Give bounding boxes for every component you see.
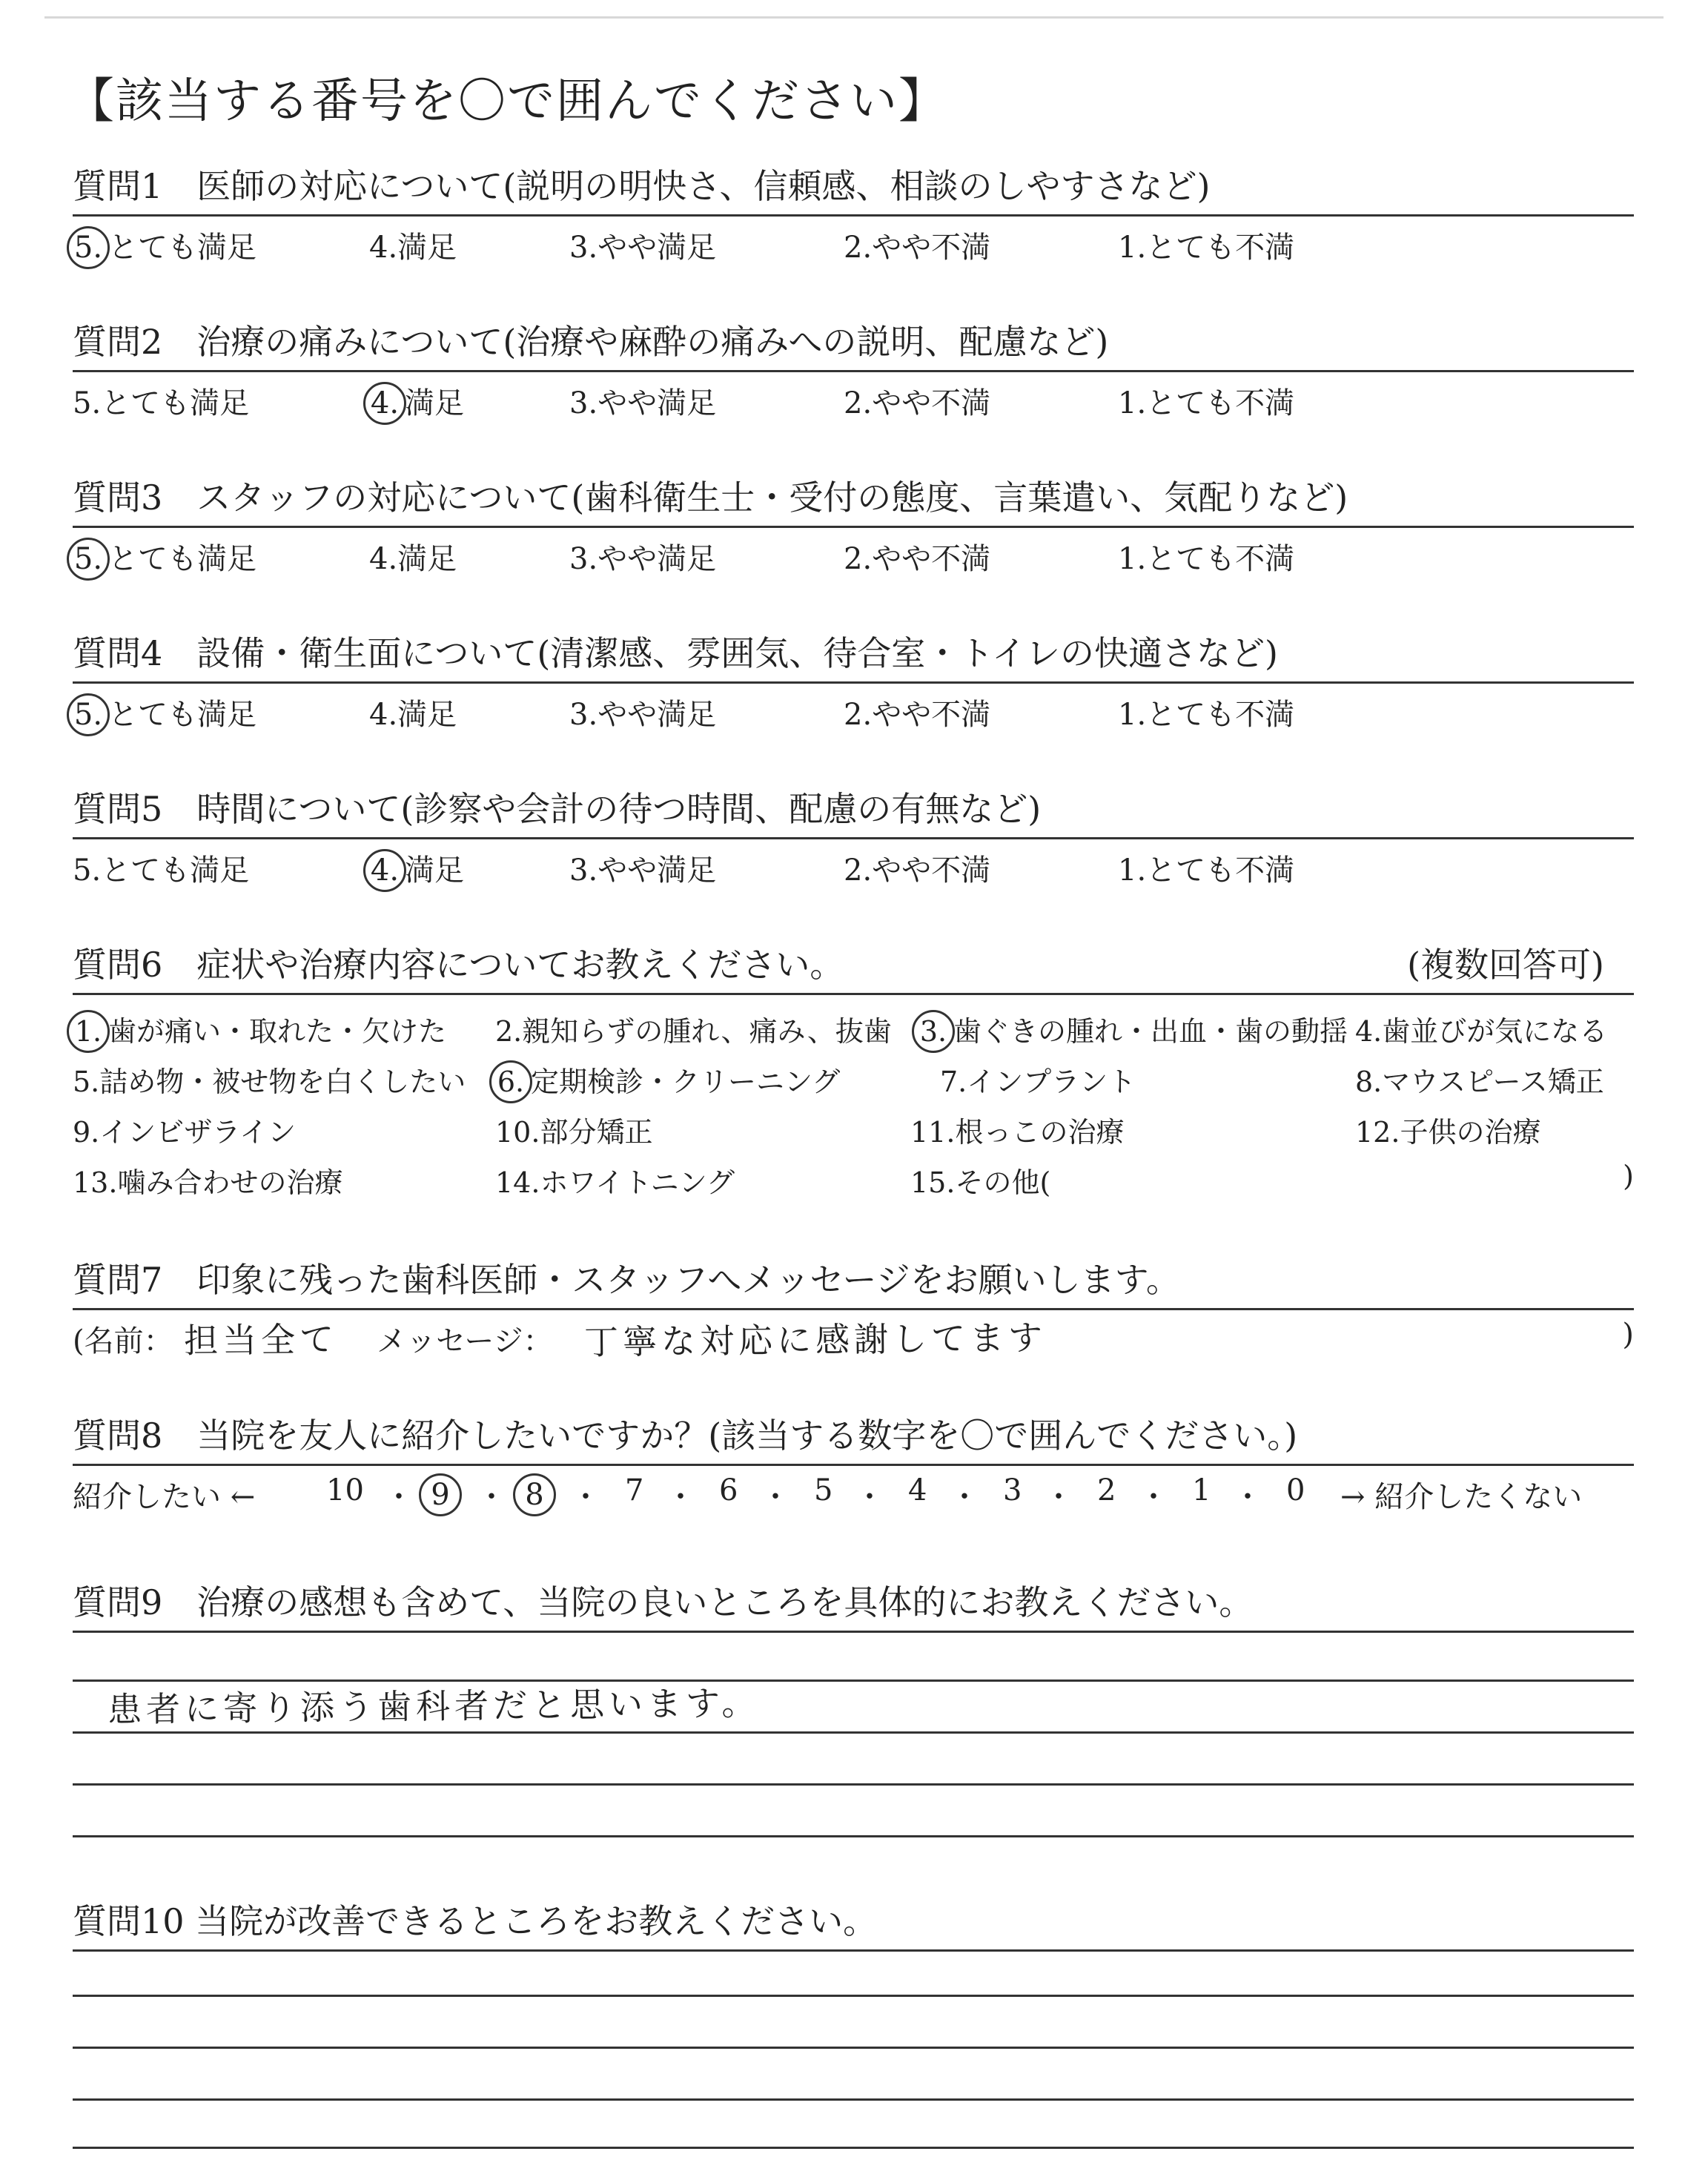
q4-option-2[interactable]: 2.やや不満 — [844, 698, 991, 732]
question-8-title: 質問8 当院を友人に紹介したいですか？(該当する数字を〇で囲んでください。) — [73, 1409, 1634, 1466]
question-4-options — [73, 684, 1634, 730]
scale-3[interactable]: 3 — [1003, 1473, 1022, 1507]
scale-5[interactable]: 5 — [814, 1473, 833, 1507]
answer-line — [73, 2098, 1634, 2101]
q6-option-10[interactable]: 10.部分矯正 — [495, 1116, 653, 1149]
circle-mark: 3. — [912, 1010, 955, 1053]
question-7 — [73, 1253, 1634, 1363]
circle-mark: 9 — [419, 1473, 462, 1516]
scale-8[interactable] — [519, 1473, 555, 1516]
q3-option-3[interactable]: 3.やや満足 — [569, 542, 717, 576]
question-7-title: 質問7 印象に残った歯科医師・スタッフへメッセージをお願いします。 — [73, 1253, 1634, 1310]
q4-option-3[interactable]: 3.やや満足 — [569, 698, 717, 732]
circle-mark: 8 — [513, 1473, 556, 1516]
answer-line — [73, 2047, 1634, 2049]
q2-option-2[interactable]: 2.やや不満 — [844, 386, 991, 420]
q1-option-1[interactable]: 1.とても不満 — [1118, 231, 1295, 265]
q3-option-1[interactable]: 1.とても不満 — [1118, 542, 1295, 576]
question-4-title: 質問4 設備・衛生面について(清潔感、雰囲気、待合室・トイレの快適さなど) — [73, 627, 1634, 684]
top-border — [44, 16, 1664, 19]
q1-option-3[interactable]: 3.やや満足 — [569, 231, 717, 265]
q6-option-1[interactable]: 1. 歯が痛い・取れた・欠けた — [73, 1008, 446, 1053]
question-9 — [73, 1576, 1634, 1633]
scale-9[interactable] — [425, 1473, 460, 1516]
q5-option-3[interactable]: 3.やや満足 — [569, 853, 717, 888]
answer-line — [73, 1835, 1634, 1837]
q6-option-7[interactable]: 7.インプラント — [940, 1066, 1136, 1098]
recommend-scale: 紹介したい ← 10 ・ 9 ・ 8 ・ 7 ・ 6 ・ 5 ・ 4 ・ 3 ・ 2 ・ 1 ・ 0 → 紹介したくない — [73, 1466, 1634, 1510]
circle-mark: 6. — [489, 1060, 532, 1103]
question-1-options — [73, 217, 1634, 265]
q2-option-4[interactable]: 4. 満足 — [369, 380, 464, 425]
scale-6[interactable]: 6 — [719, 1473, 738, 1507]
question-8 — [73, 1409, 1634, 1514]
page-header: 【該当する番号を〇で囲んでください】 — [67, 74, 947, 129]
q6-option-11[interactable]: 11.根っこの治療 — [910, 1116, 1125, 1149]
message-label: メッセージ： — [377, 1324, 553, 1358]
q3-option-4[interactable]: 4.満足 — [369, 542, 457, 576]
circle-mark: 1. — [67, 1010, 110, 1053]
answer-line — [73, 1783, 1634, 1786]
q6-option-12[interactable]: 12.子供の治療 — [1355, 1116, 1541, 1149]
question-10-title: 質問10 当院が改善できるところをお教えください。 — [73, 1895, 1634, 1952]
question-5-options — [73, 839, 1634, 888]
question-6-title: 質問6 症状や治療内容についてお教えください。 (複数回答可) — [73, 938, 1634, 995]
q6-option-4[interactable]: 4.歯並びが気になる — [1355, 1015, 1608, 1048]
q5-option-4[interactable]: 4. 満足 — [369, 847, 464, 892]
question-9-title: 質問9 治療の感想も含めて、当院の良いところを具体的にお教えください。 — [73, 1576, 1634, 1633]
circle-mark: 5. — [67, 538, 110, 581]
question-4 — [73, 627, 1634, 730]
q6-option-2[interactable]: 2.親知らずの腫れ、痛み、抜歯 — [495, 1015, 892, 1048]
scale-4[interactable]: 4 — [908, 1473, 927, 1507]
q6-option-6[interactable]: 6. 定期検診・クリーニング — [495, 1059, 840, 1103]
q3-option-5[interactable]: 5. とても満足 — [73, 535, 256, 581]
q5-option-5[interactable]: 5.とても満足 — [73, 853, 250, 888]
q6-option-5[interactable]: 5.詰め物・被せ物を白くしたい — [73, 1066, 466, 1098]
question-5 — [73, 782, 1634, 888]
q1-option-2[interactable]: 2.やや不満 — [844, 231, 991, 265]
q6-other-close-paren: ) — [1623, 1160, 1634, 1192]
scale-2[interactable]: 2 — [1097, 1473, 1116, 1507]
circle-mark: 5. — [67, 693, 110, 736]
q2-option-5[interactable]: 5.とても満足 — [73, 386, 250, 420]
q4-option-4[interactable]: 4.満足 — [369, 698, 457, 732]
name-handwritten[interactable]: 担当全て — [183, 1318, 339, 1361]
circle-mark: 4. — [363, 849, 406, 892]
scale-10[interactable]: 10 — [326, 1473, 364, 1507]
q5-option-1[interactable]: 1.とても不満 — [1118, 853, 1295, 888]
message-handwritten[interactable]: 丁寧な対応に感謝してます — [583, 1317, 1047, 1363]
question-2-title: 質問2 治療の痛みについて(治療や麻酔の痛みへの説明、配慮など) — [73, 315, 1634, 372]
question-3-options — [73, 528, 1634, 574]
q2-option-3[interactable]: 3.やや満足 — [569, 386, 717, 420]
scale-0[interactable]: 0 — [1286, 1473, 1305, 1507]
question-7-answer — [73, 1310, 1634, 1363]
scale-left-label: 紹介したい ← — [73, 1480, 256, 1514]
q6-option-3[interactable]: 3. 歯ぐきの腫れ・出血・歯の動揺 — [918, 1008, 1348, 1053]
q4-option-5[interactable]: 5. とても満足 — [73, 691, 256, 736]
q3-option-2[interactable]: 2.やや不満 — [844, 542, 991, 576]
q6-option-8[interactable]: 8.マウスピース矯正 — [1355, 1066, 1604, 1098]
q6-option-15[interactable]: 15.その他( — [910, 1166, 1051, 1199]
answer-line — [73, 1731, 1634, 1734]
question-1 — [73, 159, 1634, 265]
question-3-title: 質問3 スタッフの対応について(歯科衛生士・受付の態度、言葉遣い、気配りなど) — [73, 471, 1634, 528]
circle-mark: 5. — [67, 226, 110, 269]
q7-close-paren: ) — [1622, 1318, 1634, 1352]
question-1-title: 質問1 医師の対応について(説明の明快さ、信頼感、相談のしやすさなど) — [73, 159, 1634, 217]
q2-option-1[interactable]: 1.とても不満 — [1118, 386, 1295, 420]
q6-option-13[interactable]: 13.噛み合わせの治療 — [73, 1166, 343, 1199]
scale-1[interactable]: 1 — [1192, 1473, 1211, 1507]
question-2 — [73, 315, 1634, 418]
question-5-title: 質問5 時間について(診察や会計の待つ時間、配慮の有無など) — [73, 782, 1634, 839]
q9-handwritten-answer[interactable]: 患者に寄り添う歯科者だと思います。 — [107, 1682, 761, 1730]
question-2-options — [73, 372, 1634, 418]
q4-option-1[interactable]: 1.とても不満 — [1118, 698, 1295, 732]
circle-mark: 4. — [363, 382, 406, 425]
answer-line — [73, 2147, 1634, 2149]
question-6 — [73, 938, 1634, 1210]
scale-7[interactable]: 7 — [625, 1473, 644, 1507]
scale-right-label: → 紹介したくない — [1340, 1480, 1583, 1514]
q1-option-5[interactable]: 5. とても満足 — [73, 224, 256, 269]
question-10 — [73, 1895, 1634, 1952]
q1-option-4[interactable]: 4.満足 — [369, 231, 457, 265]
question-6-options — [73, 995, 1634, 1210]
q6-option-9[interactable]: 9.インビザライン — [73, 1116, 297, 1149]
q5-option-2[interactable]: 2.やや不満 — [844, 853, 991, 888]
question-3 — [73, 471, 1634, 574]
answer-line — [73, 1995, 1634, 1997]
name-label: (名前： — [73, 1324, 173, 1358]
multiple-answer-note: (複数回答可) — [1407, 945, 1604, 985]
q6-option-14[interactable]: 14.ホワイトニング — [495, 1166, 735, 1199]
